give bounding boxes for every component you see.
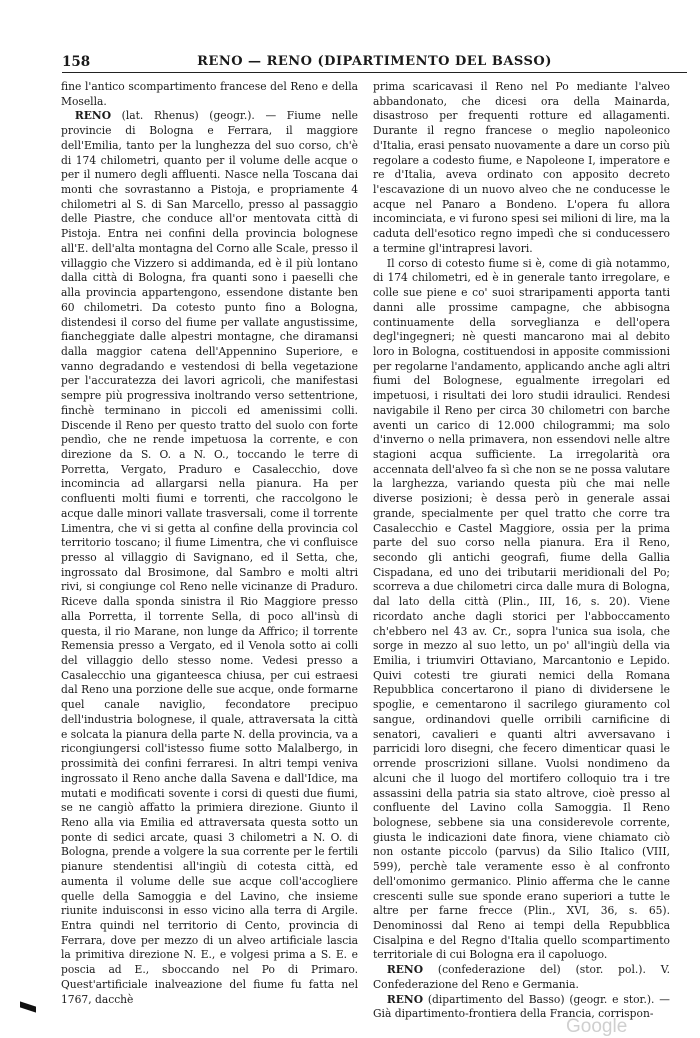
entry-text: (confederazione del) (stor. pol.). V. Confederazione del Reno e Germania. [373,963,670,991]
entry-text: (dipartimento del Basso) (geogr. e stor.). — Già dipartimento-frontiera della Francia, corrispon- [373,992,670,1021]
entry-lemma: RENO [74,109,112,123]
margin-mark [20,1001,36,1012]
entry-lemma: RENO [386,963,424,977]
entry-lemma: RENO [386,992,424,1006]
continuation-paragraph: prima scaricavasi il Reno nel Po mediante l'alveo abbandonato, che dicesi ora della Mainarda, disastroso per frequenti rotture ed allagamenti. Durante il regno francese o meglio napoleonico d'Italia, erasi pensato nuovamente a dare un corso più regolare a codesto fiume, e Napoleone I, imperatore e re d'Italia, aveva ordinato con apposito decreto l'escavazione di un nuovo alveo che ne conducesse le acque nel Panaro a Bondeno. L'opera fu allora incominciata, e vi furono spesi sei milioni di lire, ma la caduta dell'esotico regno impedì che si conducessero a termine gl'intrapresi lavori. [373,80,670,255]
entry-reno [61,109,358,1007]
continuation-paragraph: fine l'antico scompartimento francese del Reno e della Mosella. [61,80,358,108]
left-column [61,80,358,1025]
google-watermark: Google [566,1016,628,1037]
page-number: 158 [62,54,91,70]
right-column [373,80,670,1025]
body-paragraph: Il corso di cotesto fiume si è, come di già notammo, di 174 chilometri, ed è in generale tanto irregolare, e colle sue piene e co' suoi straripamenti apporta tanti danni alle prossime campagne, che abbisogna continuamente della sorveglianza e dell'opera degl'ingegneri; nè questi mancarono mai al debito loro in Bologna, costituendosi in apposite commissioni per regolarne l'andamento, applicando anche agli altri fiumi del Bolognese, egualmente irregolari ed impetuosi, i risultati dei loro studii idraulici. Rendesi navigabile il Reno per circa 30 chilometri con barche aventi un carico di 12.000 chilogrammi; ma solo d'inverno o nella primavera, non essendovi nelle altre stagioni acqua sufficiente. La irregolarità ora accennata dell'alveo fa sì che non se ne possa valutare la larghezza, variando questa più che mai nelle diverse posizioni; è dessa però in generale assai grande, specialmente per quel tratto che corre tra Casalecchio e Castel Maggiore, ossia per la prima parte del suo corso nella pianura. Era il Reno, secondo gli antichi geografi, fiume della Gallia Cispadana, ed uno dei tributarii meridionali del Po; scorreva a due chilometri circa dalle mura di Bologna, dal lato della città (Plin., III, 16, s. 20). Viene ricordato anche dagli storici per l'abboccamento ch'ebbero nel 43 av. Cr., sopra l'unica sua isola, che sorge in mezzo al suo letto, un po' all'ingiù della via Emilia, i triumviri Ottaviano, Marcantonio e Lepido. Quivi cotesti tre giurati nemici della Romana Repubblica concertarono il piano di dividersene le spoglie, e cementarono il sacrilego giuramento col sangue, ordinandovi quelle orribili carnificine di senatori, cavalieri e quanti altri avversavano i parricidi loro disegni, che fecero dimenticar quasi le orrende proscrizioni sillane. Vuolsi nondimeno da alcuni che il luogo del mortifero colloquio tra i tre assassini della patria sia stato altrove, cioè presso al confluente del Lavino colla Samoggia. Il Reno bolognese, sebbene sia una considerevole corrente, giusta le indicazioni date finora, viene chiamato ciò non ostante piccolo (parvus) da Silio Italico (VIII, 599), perchè tale veramente esso è al confronto dell'omonimo germanico. Plinio afferma che le canne crescenti sulle sue sponde erano superiori a tutte le altre per farne frecce (Plin., XVI, 36, s. 65). Denominossi dal Reno ai tempi della Repubblica Cisalpina e del Regno d'Italia quello scompartimento territoriale di cui Bologna era il capoluogo. [373,256,670,962]
running-title: RENO — RENO (DIPARTIMENTO DEL BASSO) [197,54,552,69]
page-header [62,48,687,72]
header-rule [62,72,687,73]
entry-text: (lat. Rhenus) (geogr.). — Fiume nelle provincie di Bologna e Ferrara, il maggiore dell'Emilia, tanto per la lunghezza del suo corso, ch'è di 174 chilometri, quanto per il volume delle acque o per il numero degli affluenti. Nasce nella Toscana dai monti che sovrastanno a Pistoja, e propriamente 4 chilometri al S. di San Marcello, presso al passaggio delle Piastre, che conduce all'or mentovata città di Pistoja. Entra nei confini della provincia bolognese all'E. dell'alta montagna del Corno alle Scale, presso il villaggio che Vizzero si addimanda, ed è il più lontano dalla città di Bologna, fra quanti sono i paeselli che alla provincia appartengono, essendone distante ben 60 chilometri. Da cotesto punto fino a Bologna, distendesi il corso del fiume per vallate angustissime, fiancheggiate dalle alpestri montagne, che diramansi dalla maggior catena dell'Appennino Superiore, e vanno degradando e vestendosi di bella vegetazione per l'accuratezza dei lavori agricoli, che manifestasi sempre più progressiva inoltrando verso settentrione, finchè terminano in piccoli ed amenissimi colli. Discende il Reno per questo tratto del suolo con forte pendìo, che ne rende impetuosa la corrente, e con direzione da S. O. a N. O., toccando le terre di Porretta, Vergato, Praduro e Casalecchio, dove incomincia ad allargarsi nella pianura. Ha per confluenti molti fiumi e torrenti, che raccolgono le acque dalle minori vallate trasversali, come il torrente Limentra, che vi si getta al confine della provincia col territorio toscano; il fiume Limentra, che vi confluisce presso al villaggio di Savignano, ed il Setta, che, ingrossato dal Brosimone, dal Sambro e molti altri rivi, si congiunge col Reno nelle vicinanze di Praduro. Riceve dalla sponda sinistra il Rio Maggiore presso alla Porretta, il torrente Sella, di poco all'insù di questa, il rio Marane, non lunge da Affrico; il torrente Remensia presso a Vergato, ed il Venola sotto ai colli del villaggio dello stesso nome. Vedesi presso a Casalecchio una giganteesca chiusa, per cui estraesi dal Reno una porzione delle sue acque, onde formarne quel canale naviglio, fecondatore precipuo dell'industria bolognese, il quale, attraversata la città e solcata la pianura della parte N. della provincia, va a ricongiungersi coll'istesso fiume sotto Malalbergo, in prossimità dei confini ferraresi. In altri tempi veniva ingrossato il Reno anche dalla Savena e dall'Idice, ma mutati e modificati sovente i corsi di questi due fiumi, se ne cangiò affatto la primiera direzione. Giunto il Reno alla via Emilia ed attraversata questa sotto un ponte di sedici arcate, quasi 3 chilometri a N. O. di Bologna, prende a volgere la sua corrente per le fertili pianure stendentisi all'ingiù di cotesta città, ed aumenta il volume delle sue acque coll'accogliere quelle della Samoggia e del Lavino, che insieme riunite induisconsi in esso vicino alla terra di Argile. Entra quindi nel territorio di Cento, provincia di Ferrara, dove per mezzo di un alveo artificiale lascia la primitiva direzione N. E., e volgesi prima a S. E. e poscia ad E., sboccando nel Po di Primaro. Quest'artificiale inalveazione del fiume fu fatta nel 1767, dacchè [61,109,358,1006]
entry-reno-confederazione [373,963,670,992]
